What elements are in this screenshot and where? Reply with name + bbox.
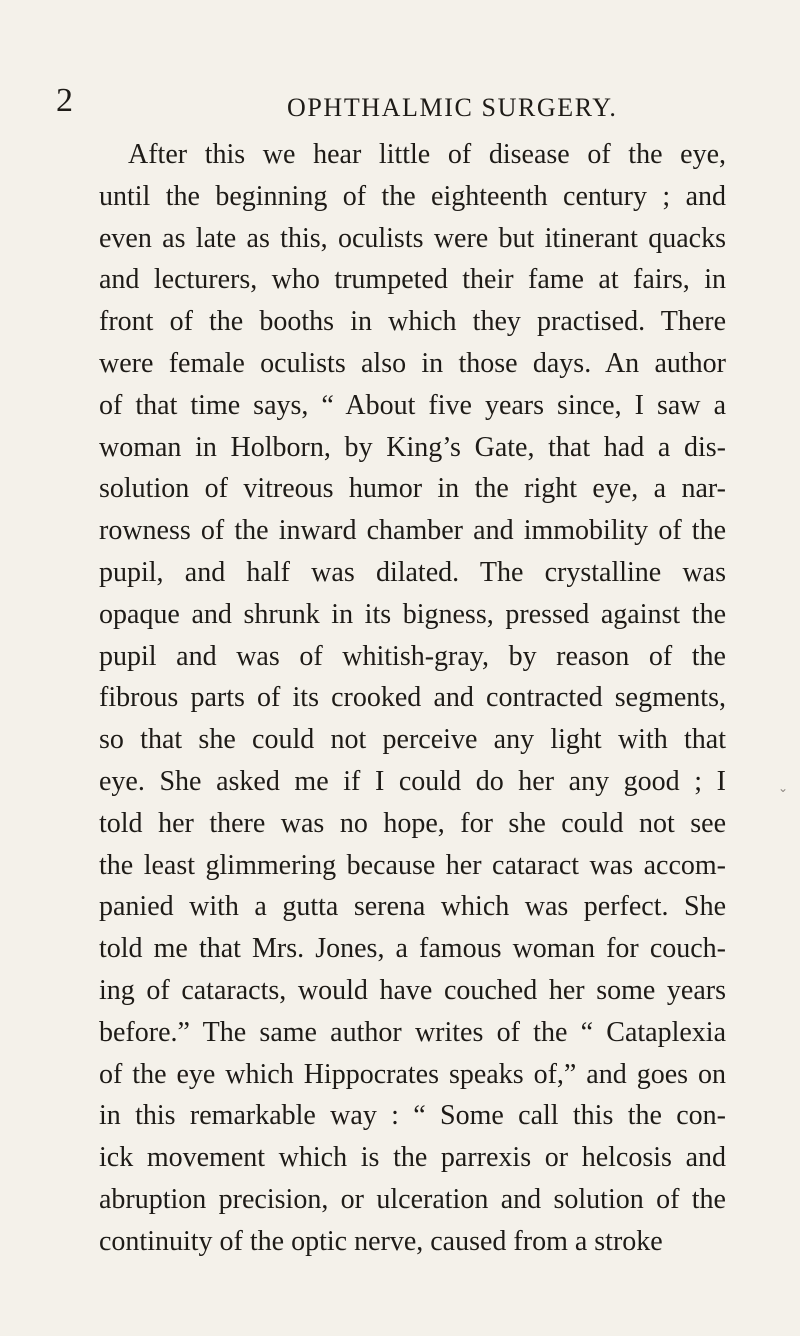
text-line: front of the booths in which they practised. There	[99, 306, 726, 338]
text-line: After this we hear little of disease of the eye,	[128, 139, 726, 170]
text-line: so that she could not perceive any light with that	[99, 724, 726, 756]
text-line: were female oculists also in those days. An author	[99, 347, 726, 379]
text-line: solution of vitreous humor in the right eye, a nar-	[99, 473, 726, 505]
text-line: continuity of the optic nerve, caused from a stroke	[99, 1225, 663, 1257]
text-line: before.” The same author writes of the “ Cataplexia	[99, 1016, 726, 1048]
text-line: in this remarkable way : “ Some call this the con-	[99, 1100, 726, 1132]
text-line: abruption precision, or ulceration and solution of the	[99, 1183, 726, 1215]
text-line: told me that Mrs. Jones, a famous woman for couch-	[99, 933, 726, 965]
text-line: of that time says, “ About five years since, I saw a	[99, 389, 726, 421]
text-line: of the eye which Hippocrates speaks of,” and goes on	[99, 1058, 726, 1090]
text-line: the least glimmering because her cataract was accom-	[99, 849, 726, 881]
margin-mark-icon: ⌄	[778, 781, 789, 795]
text-line: opaque and shrunk in its bigness, pressed against the	[99, 598, 726, 630]
text-line: even as late as this, oculists were but itinerant quacks	[99, 222, 726, 254]
page-number: 2	[56, 82, 73, 119]
text-line: rowness of the inward chamber and immobility of the	[99, 515, 726, 547]
text-line: told her there was no hope, for she could not see	[99, 807, 726, 839]
text-line: ing of cataracts, would have couched her some years	[99, 974, 726, 1006]
text-line: until the beginning of the eighteenth century ; and	[99, 180, 726, 212]
body-text	[99, 134, 726, 1263]
text-line: panied with a gutta serena which was perfect. She	[99, 891, 726, 923]
text-line: pupil and was of whitish-gray, by reason of the	[99, 640, 726, 672]
text-line: fibrous parts of its crooked and contracted segments,	[99, 682, 726, 714]
text-line: and lecturers, who trumpeted their fame at fairs, in	[99, 264, 726, 296]
text-line: ick movement which is the parrexis or helcosis and	[99, 1142, 726, 1174]
running-title: OPHTHALMIC SURGERY.	[287, 93, 618, 122]
text-line: woman in Holborn, by King’s Gate, that had a dis-	[99, 431, 726, 463]
text-line: pupil, and half was dilated. The crystalline was	[99, 556, 726, 588]
text-line: eye. She asked me if I could do her any good ; I	[99, 765, 726, 797]
